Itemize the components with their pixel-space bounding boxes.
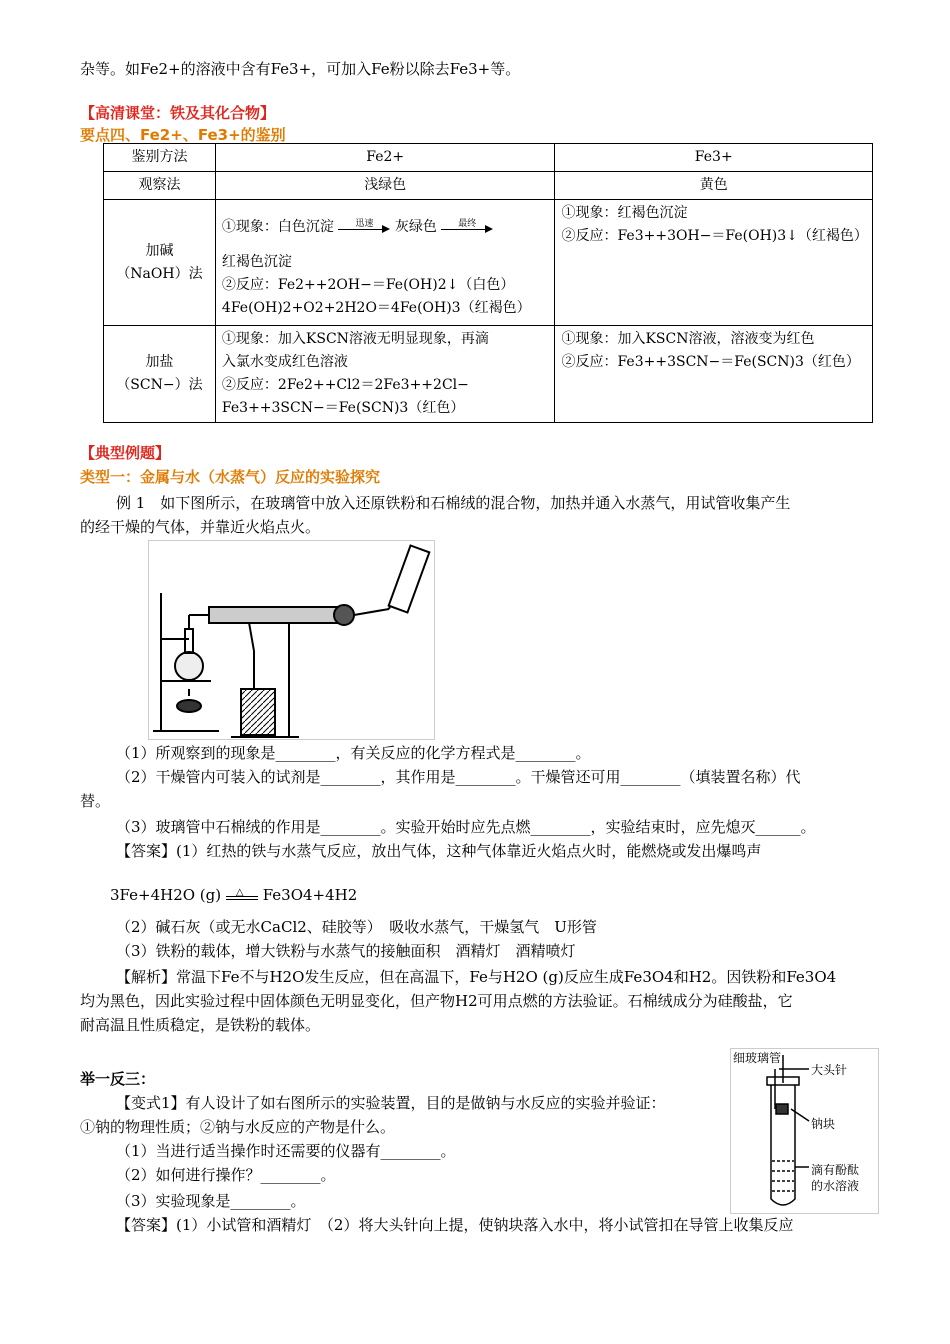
identification-table xyxy=(103,143,873,423)
heat-equal-icon xyxy=(226,888,258,904)
type1-title: 类型一：金属与水（水蒸气）反应的实验探究 xyxy=(80,468,381,486)
row-salt-fe3 xyxy=(555,326,873,423)
label-solution-2: 的水溶液 xyxy=(811,1179,860,1193)
equation xyxy=(110,884,875,906)
salt-fe2-a: ①现象：加入KSCN溶液无明显现象，再滴 xyxy=(221,331,489,347)
row-observe-fe3: 黄色 xyxy=(555,172,873,200)
row-salt-fe2 xyxy=(215,326,555,423)
base-fe2-b: 灰绿色 xyxy=(394,219,437,235)
answer-1: 【答案】(1）红热的铁与水蒸气反应，放出气体，这种气体靠近火焰点火时，能燃烧或发出爆鸣声 xyxy=(116,842,762,860)
point-title: 要点四、Fe2+、Fe3+的鉴别 xyxy=(80,126,286,144)
row-base-fe3 xyxy=(555,200,873,326)
ex1-line2: 的经干燥的气体，并靠近火焰点火。 xyxy=(80,518,321,536)
hq-title: 【高清课堂：铁及其化合物】 xyxy=(80,104,276,122)
label-pin: 大头针 xyxy=(811,1063,848,1077)
question-1: （1）所观察到的现象是________，有关反应的化学方程式是________。 xyxy=(116,744,591,762)
typical-title: 【典型例题】 xyxy=(80,444,171,462)
answer-3: （3）铁粉的载体，增大铁粉与水蒸气的接触面积 酒精灯 酒精喷灯 xyxy=(116,942,576,960)
label-sodium: 钠块 xyxy=(811,1117,836,1131)
row-observe-label: 观察法 xyxy=(104,172,216,200)
ex1-line1: 例 1 如下图所示，在玻璃管中放入还原铁粉和石棉绒的混合物，加热并通入水蒸气，用试管收集产生 xyxy=(116,494,791,512)
row-salt-label xyxy=(104,326,216,423)
label-tube: 细玻璃管 xyxy=(733,1051,782,1065)
salt-fe2-c: ②反应：2Fe2++Cl2＝2Fe3++2Cl− xyxy=(221,377,469,393)
question-2-line2: 替。 xyxy=(80,792,111,810)
salt-fe3-b: ②反应：Fe3++3SCN−＝Fe(SCN)3（红色） xyxy=(561,354,860,370)
base-fe3-a: ①现象：红褐色沉淀 xyxy=(561,205,688,221)
th-method: 鉴别方法 xyxy=(104,144,216,172)
explanation-line2: 均为黑色，因此实验过程中固体颜色无明显变化，但产物H2可用点燃的方法验证。石棉绒成分为硅酸盐，它 xyxy=(80,992,793,1010)
row-base-label-2: （NaOH）法 xyxy=(116,265,203,282)
salt-fe2-d: Fe3++3SCN−＝Fe(SCN)3（红色） xyxy=(221,400,465,416)
row-salt-label-2: （SCN−）法 xyxy=(116,377,203,393)
variant1-line1: 【变式1】有人设计了如右图所示的实验装置，目的是做钠与水反应的实验并验证： xyxy=(116,1094,666,1112)
salt-fe3-a: ①现象：加入KSCN溶液，溶液变为红色 xyxy=(561,331,815,347)
jyfs-title: 举一反三： xyxy=(80,1070,156,1088)
equation-right: Fe3O4+4H2 xyxy=(262,886,358,904)
equation-left: 3Fe+4H2O (g) xyxy=(110,886,222,904)
arrow-label-1: 迅速 xyxy=(355,219,374,229)
row-base-label xyxy=(104,200,216,326)
base-fe2-a: ①现象：白色沉淀 xyxy=(221,219,334,235)
arrow-icon xyxy=(338,219,390,235)
base-fe2-e: 4Fe(OH)2+O2+2H2O＝4Fe(OH)3（红褐色） xyxy=(221,300,531,316)
salt-fe2-b: 入氯水变成红色溶液 xyxy=(221,354,348,370)
row-salt-label-1: 加盐 xyxy=(145,354,174,370)
variant-question-1: （1）当进行适当操作时还需要的仪器有________。 xyxy=(116,1142,456,1160)
th-fe2: Fe2+ xyxy=(215,144,555,172)
row-observe-fe2: 浅绿色 xyxy=(215,172,555,200)
intro-line: 杂等。如Fe2+的溶液中含有Fe3+，可加入Fe粉以除去Fe3+等。 xyxy=(80,60,521,78)
arrow-icon xyxy=(441,219,493,235)
row-base-label-1: 加碱 xyxy=(145,242,174,259)
arrow-label-2: 最终 xyxy=(458,219,477,229)
explanation-line1: 【解析】常温下Fe不与H2O发生反应，但在高温下，Fe与H2O (g)反应生成Fe3O4和H2。因铁粉和Fe3O4 xyxy=(116,968,837,986)
heat-symbol: △ xyxy=(235,887,244,898)
apparatus-diagram xyxy=(148,540,435,740)
answer-2: （2）碱石灰（或无水CaCl2、硅胶等） 吸收水蒸气，干燥氢气 U形管 xyxy=(116,918,597,936)
label-solution-1: 滴有酚酞 xyxy=(811,1163,860,1177)
explanation-line3: 耐高温且性质稳定，是铁粉的载体。 xyxy=(80,1016,321,1034)
variant-answer: 【答案】(1）小试管和酒精灯 （2）将大头针向上提，使钠块落入水中，将小试管扣在导管上收集反应 xyxy=(116,1216,794,1234)
sodium-water-diagram xyxy=(730,1048,879,1214)
variant-question-2: （2）如何进行操作？________。 xyxy=(116,1166,336,1184)
th-fe3: Fe3+ xyxy=(555,144,873,172)
row-base-fe2 xyxy=(215,200,555,326)
question-3: （3）玻璃管中石棉绒的作用是________。实验开始时应先点燃________，实验结束时，应先熄灭______。 xyxy=(116,818,816,836)
variant-question-3: （3）实验现象是________。 xyxy=(116,1192,306,1210)
base-fe2-phenomenon xyxy=(222,216,549,239)
base-fe2-d: ②反应：Fe2++2OH−＝Fe(OH)2↓（白色） xyxy=(221,277,515,293)
question-2-line1: （2）干燥管内可装入的试剂是________，其作用是________。干燥管还可用________（填装置名称）代 xyxy=(116,768,801,786)
variant1-line2: ①钠的物理性质；②钠与水反应的产物是什么。 xyxy=(80,1118,396,1136)
base-fe2-c: 红褐色沉淀 xyxy=(221,254,292,270)
base-fe3-b: ②反应：Fe3++3OH−＝Fe(OH)3↓（红褐色） xyxy=(561,228,868,244)
